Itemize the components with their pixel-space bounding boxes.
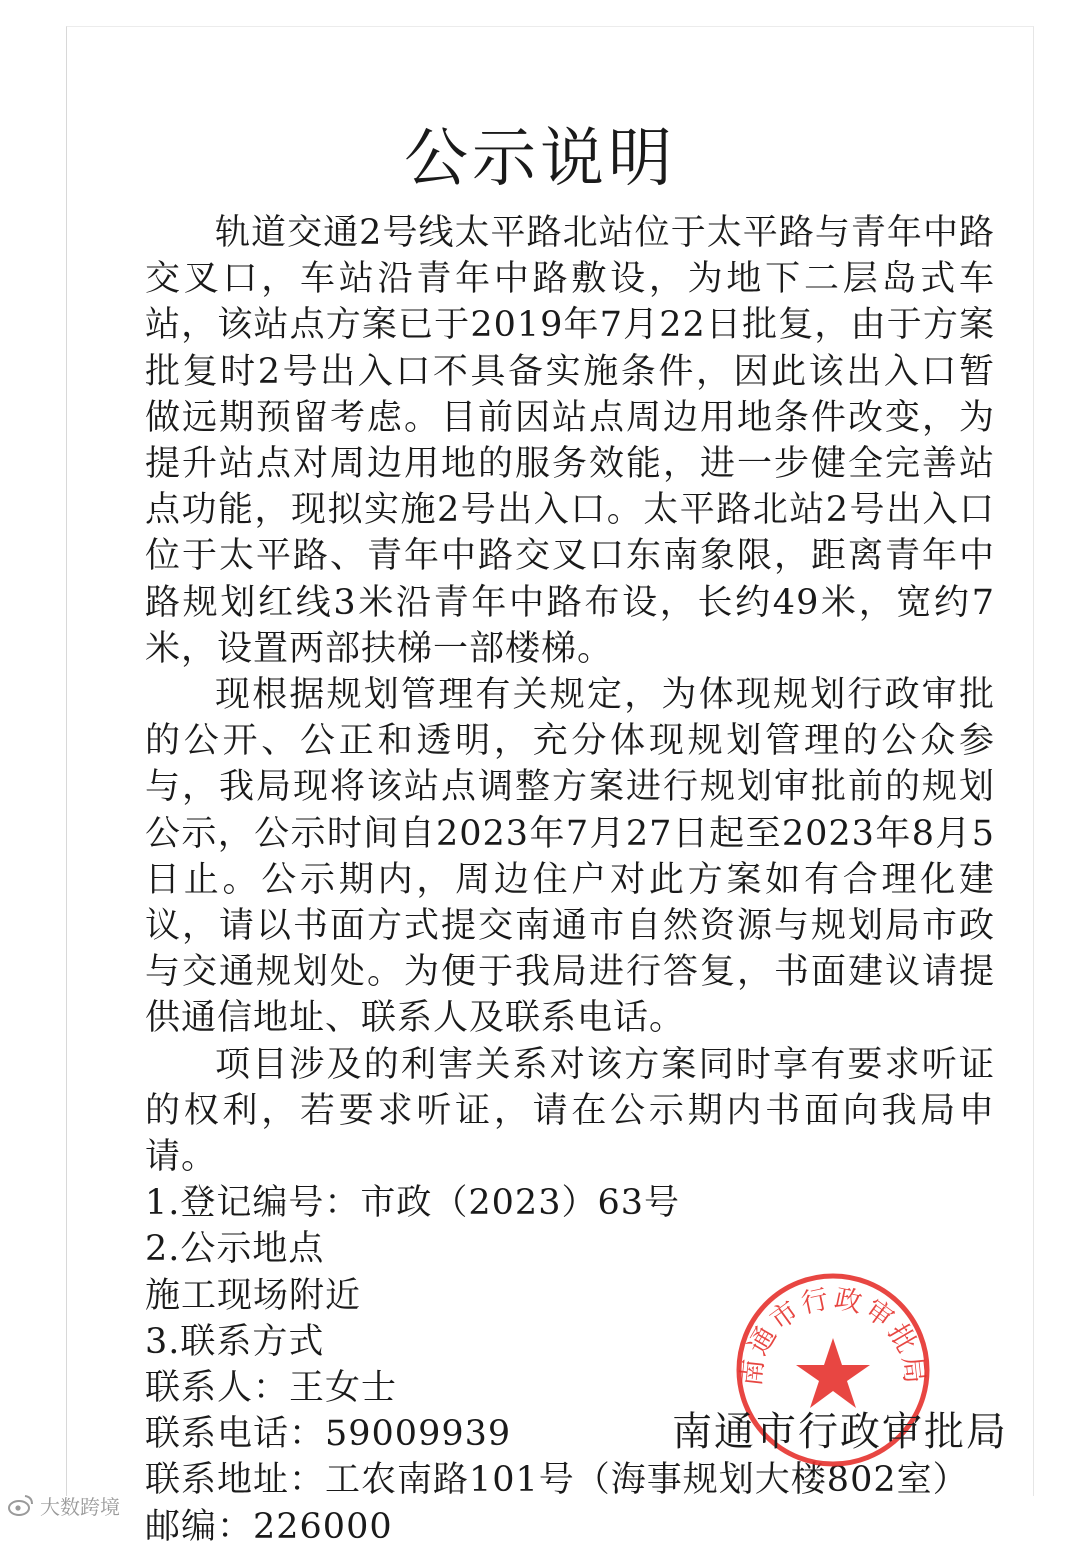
contact-phone: 联系电话：59009939 [145,1414,512,1455]
issuing-authority-signature: 南通市行政审批局 [672,1409,1008,1455]
paragraph-project-description: 轨道交通2号线太平路北站位于太平路与青年中路交叉口，车站沿青年中路敷设，为地下二层岛式车站，该站点方案已于2019年7月22日批复，由于方案批复时2号出入口不具备实施条件，因此该出入口暂做远期预留考虑。目前因站点周边用地条件改变，为提升站点对周边用地的服务效能，进一步健全完善站点功能，现拟实施2号出入口。太平路北站2号出入口位于太平路、青年中路交叉口东南象限，距离青年中路规划红线3米沿青年中路布设，长约49米，宽约7米，设置两部扶梯一部楼梯。 [145,213,995,669]
watermark [8,1490,120,1520]
publicity-location-heading: 2.公示地点 [145,1229,325,1270]
page-title: 公示说明 [404,121,676,196]
star-icon [796,1338,870,1408]
watermark-text: 大数跨境 [40,1494,120,1519]
publicity-location-value: 施工现场附近 [145,1275,362,1316]
contact-person: 联系人：王女士 [145,1368,398,1409]
contact-address: 联系地址：工农南路101号（海事规划大楼802室） [145,1460,969,1501]
contact-heading: 3.联系方式 [145,1321,325,1362]
weibo-icon [8,1493,34,1517]
registration-number: 1.登记编号：市政（2023）63号 [145,1183,681,1224]
paragraph-publicity-notice: 现根据规划管理有关规定，为体现规划行政审批的公开、公正和透明，充分体现规划管理的公众参与，我局现将该站点调整方案进行规划审批前的规划公示，公示时间自2023年7月27日起至2023年8月5日止。公示期内，周边住户对此方案如有合理化建议，请以书面方式提交南通市自然资源与规划局市政与交通规划处。为便于我局进行答复，书面建议请提供通信地址、联系人及联系电话。 [145,675,995,1039]
paragraph-hearing-rights: 项目涉及的利害关系对该方案同时享有要求听证的权利，若要求听证，请在公示期内书面向我局申请。 [145,1044,995,1178]
postcode: 邮编：226000 [145,1506,393,1547]
seal-text: 南通市行政审批局 [735,1283,931,1388]
